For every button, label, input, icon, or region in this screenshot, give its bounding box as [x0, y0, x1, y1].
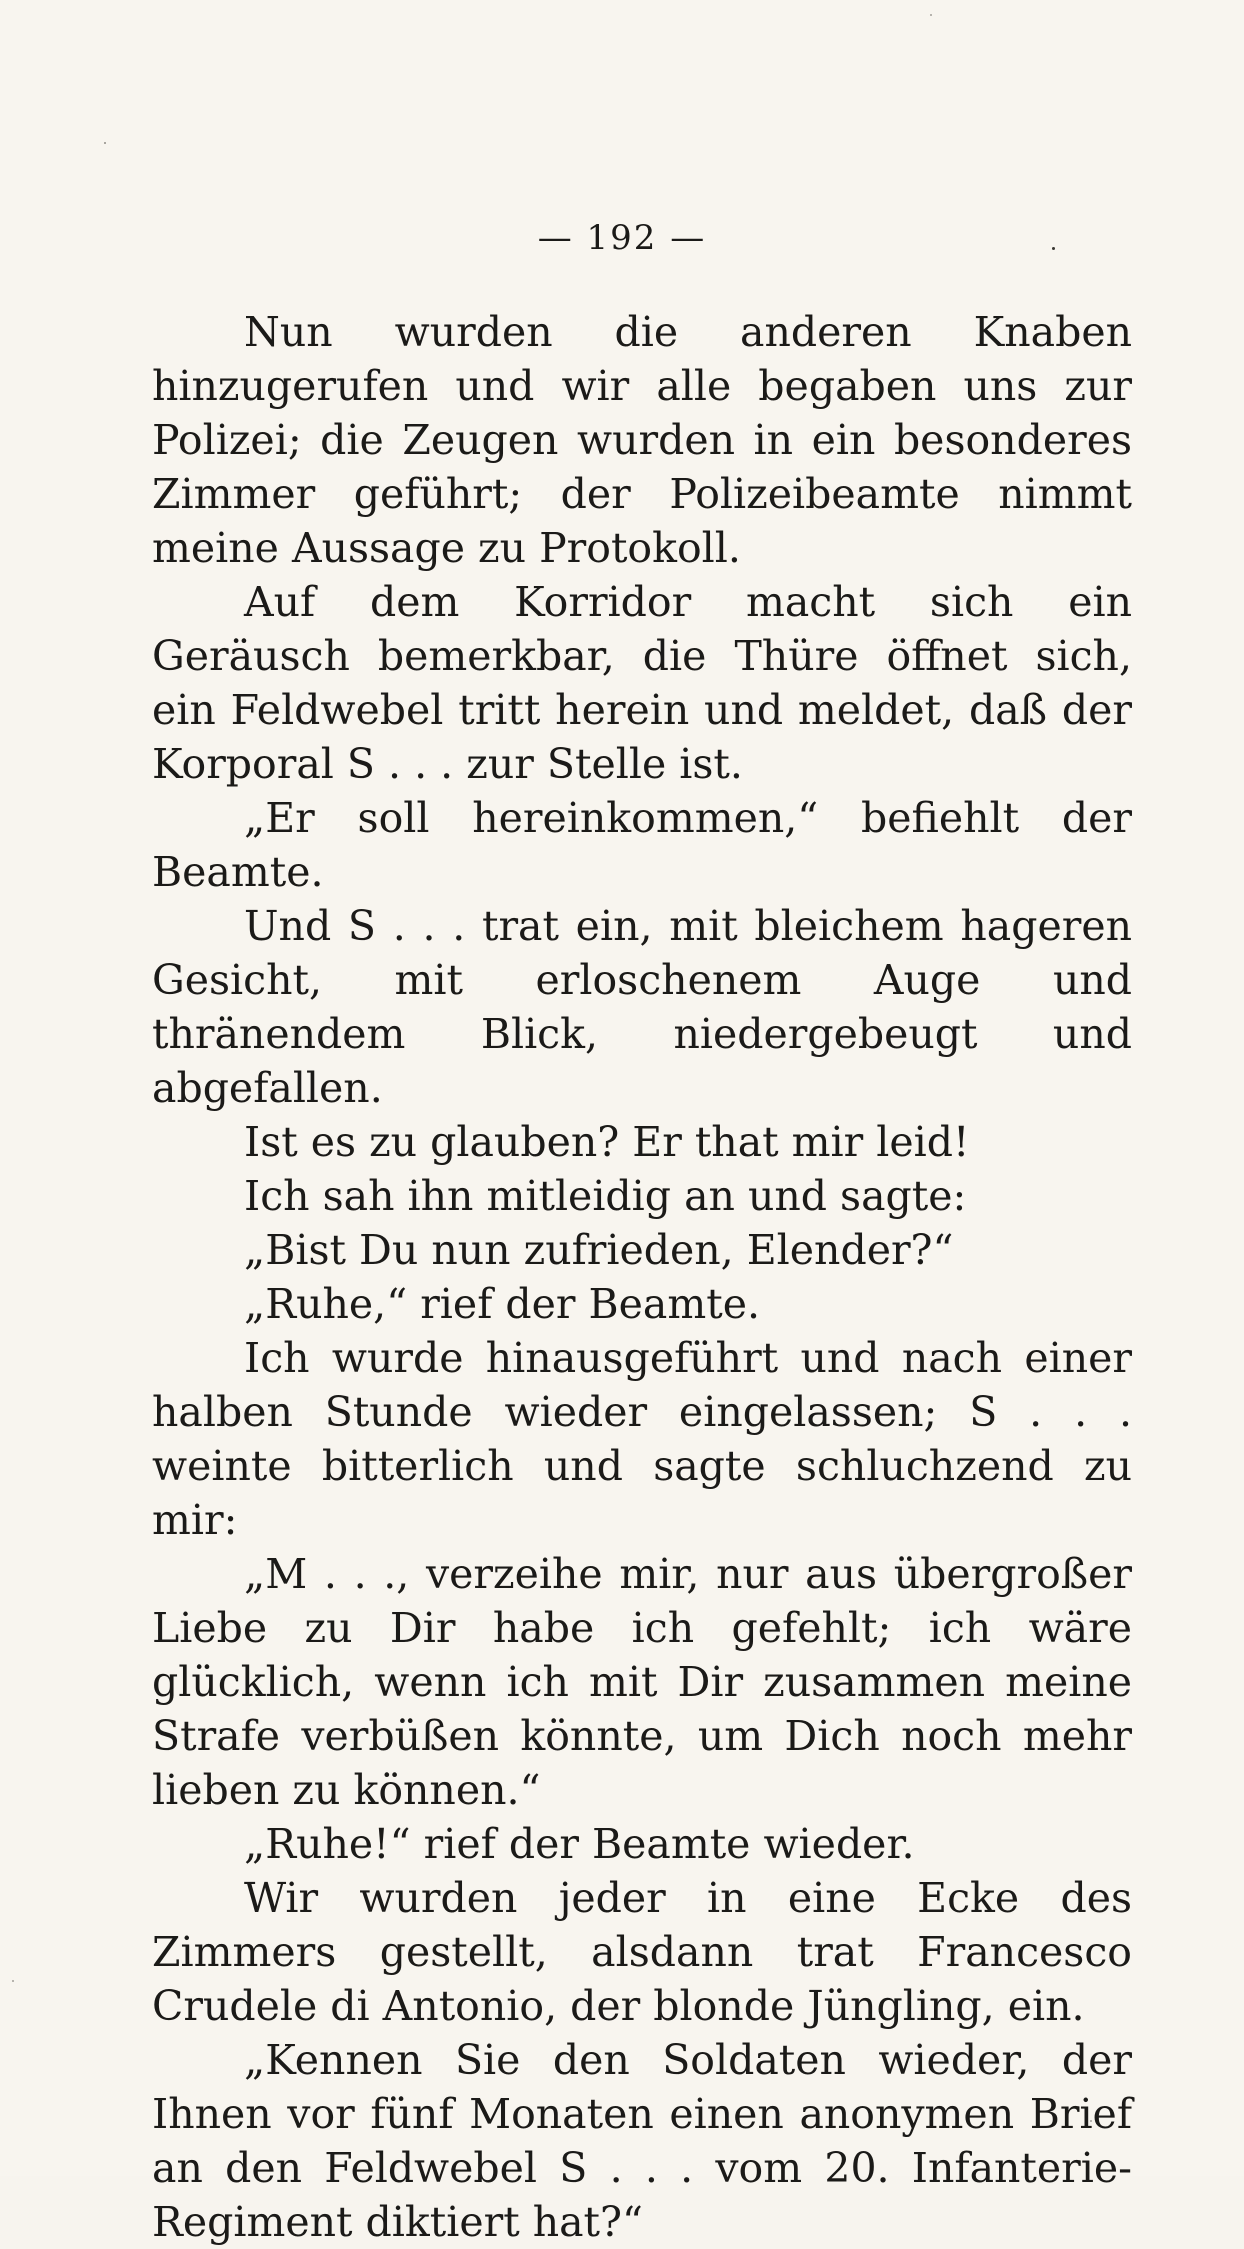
paragraph-10: „M . . ., verzeihe mir, nur aus übergroßer Liebe zu Dir habe ich gefehlt; ich wäre glücklich, wenn ich mit Dir zusammen meine Strafe verbüßen könnte, um Dich noch mehr lieben zu können.“ — [152, 1550, 1132, 1814]
print-speck — [930, 14, 932, 16]
page-number: — 192 — — [537, 218, 707, 258]
paragraph-3: „Er soll hereinkommen,“ befiehlt der Beamte. — [152, 794, 1132, 896]
print-speck — [12, 1980, 14, 1982]
paragraph-12: Wir wurden jeder in eine Ecke des Zimmers gestellt, alsdann trat Francesco Crudele di Antonio, der blonde Jüngling, ein. — [152, 1874, 1132, 2030]
paragraph-8: „Ruhe,“ rief der Beamte. — [244, 1280, 761, 1328]
print-speck — [1090, 2120, 1092, 2122]
paragraph-1: Nun wurden die anderen Knaben hinzugerufen und wir alle begaben uns zur Polizei; die Zeugen wurden in ein besonderes Zimmer geführt; der Polizeibeamte nimmt meine Aussage zu Protokoll. — [152, 308, 1132, 572]
paragraph-11: „Ruhe!“ rief der Beamte wieder. — [244, 1820, 915, 1868]
print-speck — [104, 142, 106, 144]
print-speck — [1052, 247, 1055, 250]
paragraph-5: Ist es zu glauben? Er that mir leid! — [244, 1118, 970, 1166]
paragraph-2: Auf dem Korridor macht sich ein Geräusch bemerkbar, die Thüre öffnet sich, ein Feldwebel tritt herein und meldet, daß der Korporal S . . . zur Stelle ist. — [152, 578, 1132, 788]
paragraph-4: Und S . . . trat ein, mit bleichem hageren Gesicht, mit erloschenem Auge und thränendem Blick, niedergebeugt und abgefallen. — [152, 902, 1132, 1112]
paragraph-13: „Kennen Sie den Soldaten wieder, der Ihnen vor fünf Monaten einen anonymen Brief an den Feldwebel S . . . vom 20. Infanterie-Regiment diktiert hat?“ — [152, 2036, 1132, 2246]
body-text — [152, 305, 1132, 2249]
paragraph-6: Ich sah ihn mitleidig an und sagte: — [244, 1172, 967, 1220]
paragraph-7: „Bist Du nun zufrieden, Elender?“ — [244, 1226, 954, 1274]
paragraph-9: Ich wurde hinausgeführt und nach einer halben Stunde wieder eingelassen; S . . . weinte bitterlich und sagte schluchzend zu mir: — [152, 1334, 1132, 1544]
